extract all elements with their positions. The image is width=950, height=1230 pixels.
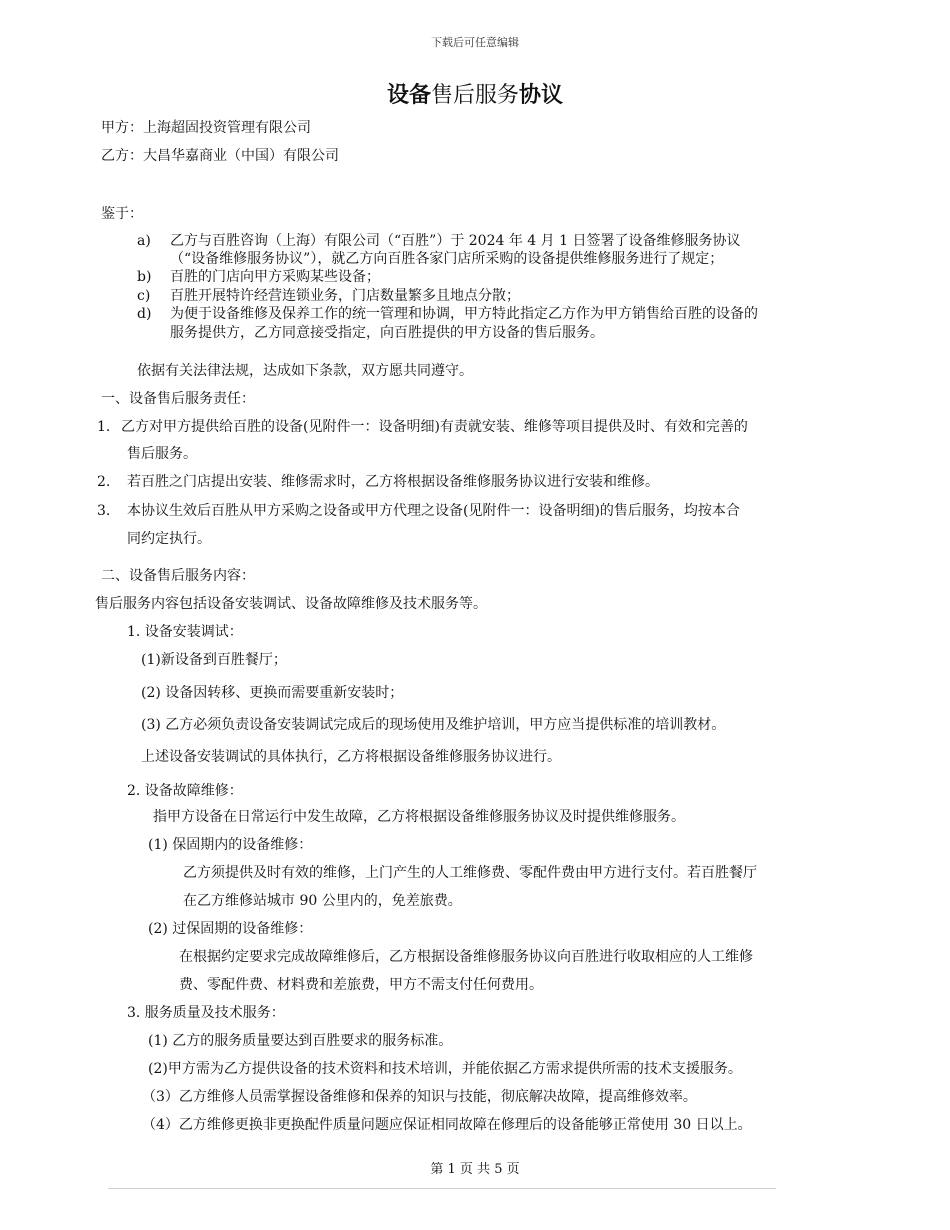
section1-item1-line1: 乙方对甲方提供给百胜的设备(见附件一：设备明细)有责就安装、维修等项目提供及时、有效和完善的 — [121, 419, 748, 435]
section1-heading: 一、设备售后服务责任： — [101, 391, 255, 407]
sub1-heading: 1. 设备安装调试： — [127, 624, 243, 640]
title-part1: 设备 — [386, 82, 431, 108]
sub3-item4: （4）乙方维修更换非更换配件质量问题应保证相同故障在修理后的设备能够正常使用 30 日以上。 — [142, 1117, 752, 1133]
whereas-d-line2: 服务提供方，乙方同意接受指定，向百胜提供的甲方设备的售后服务。 — [170, 325, 604, 341]
section2-intro: 售后服务内容包括设备安装调试、设备故障维修及技术服务等。 — [95, 596, 487, 612]
section1-item2-num: 2. — [97, 474, 111, 490]
sub2-intro: 指甲方设备在日常运行中发生故障，乙方将根据设备维修服务协议及时提供维修服务。 — [153, 809, 685, 825]
section2-heading: 二、设备售后服务内容： — [101, 568, 255, 584]
whereas-label-a: a) — [137, 233, 151, 249]
whereas-heading: 鉴于： — [101, 206, 143, 222]
section1-item3-line1: 本协议生效后百胜从甲方采购之设备或甲方代理之设备(见附件一：设备明细)的售后服务，均按本合 — [127, 503, 740, 519]
document-title — [0, 78, 950, 109]
footer-divider — [108, 1188, 776, 1189]
whereas-d-line1: 为便于设备维修及保养工作的统一管理和协调，甲方特此指定乙方作为甲方销售给百胜的设备的 — [170, 306, 758, 322]
section1-item1-line2: 售后服务。 — [127, 446, 197, 462]
sub3-heading: 3. 服务质量及技术服务： — [127, 1005, 285, 1021]
sub1-item3: (3) 乙方必须负责设备安装调试完成后的现场使用及维护培训，甲方应当提供标准的培训教材。 — [141, 717, 726, 733]
sub2-p1-line2: 在乙方维修站城市 90 公里内的，免差旅费。 — [183, 893, 462, 909]
whereas-a-line2: （“设备维修服务协议”），就乙方向百胜各家门店所采购的设备提供维修服务进行了规定； — [170, 251, 724, 267]
whereas-b-line1: 百胜的门店向甲方采购某些设备； — [170, 269, 380, 285]
section1-item3-num: 3. — [97, 503, 111, 519]
sub2-p2-line2: 费、零配件费、材料费和差旅费，甲方不需支付任何费用。 — [179, 977, 543, 993]
sub3-item1: (1) 乙方的服务质量要达到百胜要求的服务标准。 — [148, 1033, 453, 1049]
title-part2: 售后服务 — [430, 83, 519, 108]
whereas-label-d: d) — [137, 306, 152, 322]
section1-item1-num: 1. — [97, 419, 111, 435]
whereas-c-line1: 百胜开展特许经营连锁业务，门店数量繁多且地点分散； — [170, 288, 520, 304]
sub1-note: 上述设备安装调试的具体执行，乙方将根据设备维修服务协议进行。 — [141, 749, 561, 765]
page-number: 第 1 页 共 5 页 — [430, 1162, 520, 1177]
section1-item3-line2: 同约定执行。 — [127, 531, 211, 547]
section1-item2-line1: 若百胜之门店提出安装、维修需求时，乙方将根据设备维修服务协议进行安装和维修。 — [127, 474, 659, 490]
sub3-item3: （3）乙方维修人员需掌握设备维修和保养的知识与技能，彻底解决故障，提高维修效率。 — [142, 1089, 697, 1105]
sub1-item1: (1)新设备到百胜餐厅； — [141, 652, 287, 668]
sub3-item2: (2)甲方需为乙方提供设备的技术资料和技术培训，并能依据乙方需求提供所需的技术支援服务。 — [148, 1061, 742, 1077]
party-a: 甲方：上海超固投资管理有限公司 — [101, 120, 311, 136]
sub2-p2-heading: (2) 过保固期的设备维修： — [148, 921, 313, 937]
sub2-p1-heading: (1) 保固期内的设备维修： — [148, 837, 313, 853]
whereas-closing: 依据有关法律法规，达成如下条款，双方愿共同遵守。 — [137, 363, 473, 379]
sub1-item2: (2) 设备因转移、更换而需要重新安装时； — [141, 685, 404, 701]
title-part3: 协议 — [519, 82, 564, 108]
whereas-label-b: b) — [137, 269, 152, 285]
sub2-heading: 2. 设备故障维修： — [127, 783, 243, 799]
party-b: 乙方：大昌华嘉商业（中国）有限公司 — [101, 148, 339, 164]
sub2-p1-line1: 乙方须提供及时有效的维修，上门产生的人工维修费、零配件费由甲方进行支付。若百胜餐厅 — [183, 865, 757, 881]
whereas-label-c: c) — [137, 288, 151, 304]
page-header-note: 下载后可任意编辑 — [431, 36, 519, 49]
whereas-a-line1: 乙方与百胜咨询（上海）有限公司（“百胜”）于 2024 年 4 月 1 日签署了设备维修服务协议 — [170, 233, 741, 249]
sub2-p2-line1: 在根据约定要求完成故障维修后，乙方根据设备维修服务协议向百胜进行收取相应的人工维修 — [179, 949, 753, 965]
